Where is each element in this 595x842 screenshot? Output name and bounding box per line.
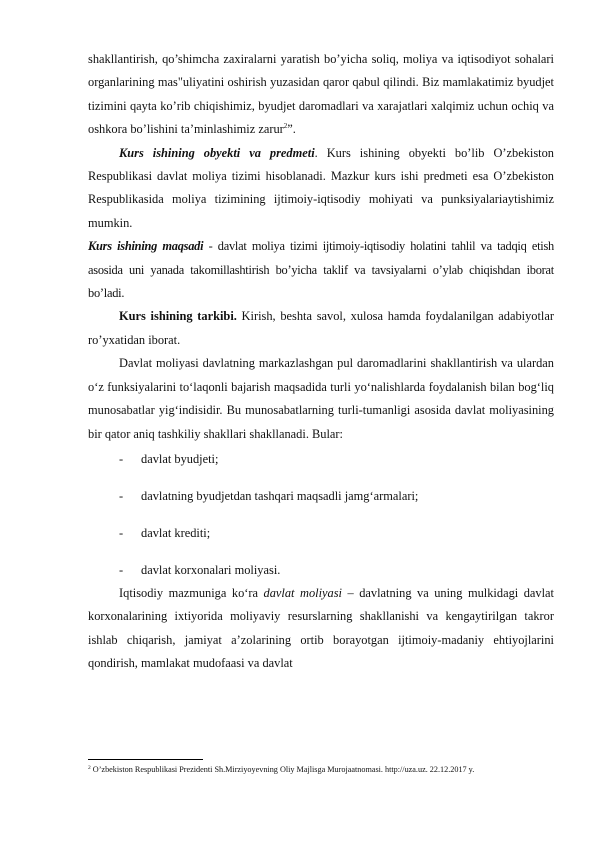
heading-structure: Kurs ishining tarkibi. — [119, 309, 237, 324]
footnote-divider — [88, 759, 203, 760]
dash-bullet: - — [119, 562, 124, 577]
list-item — [88, 559, 554, 582]
term-state-finance: davlat moliyasi — [263, 586, 342, 601]
dash-bullet: - — [119, 525, 124, 540]
footnote-reference: 2 — [283, 122, 288, 131]
list-item — [88, 485, 554, 508]
list-item — [88, 448, 554, 471]
list-item-text: davlat korxonalari moliyasi. — [141, 562, 281, 577]
paragraph-intro-text: shakllantirish, qo’shimcha zaxiralarni yaratish bo’yicha soliq, moliya va iqtisodiyot sohalari organlarining mas"uliyatini oshirish yuzasidan qaror qabul qilindi. Biz mamlakatimiz byudjet tizimini qayta ko’rib chiqishimiz, byudjet daromadlari va xarajatlari xalqimiz uchun ochiq va oshkora bo’lishini ta’minlashimiz zarur — [88, 52, 554, 137]
economic-content-text: – davlatning va uning mulkidagi davlat korxonalarining ixtiyorida moliyaviy resurslarning shakllanishi va kengaytirilgan takror ishlab chiqarish, jamiyat a’zolarining ortib borayotgan ijtimoiy-madaniy ehtiyojlarini qondirish, mamlakat mudofaasi va davlat — [88, 586, 554, 671]
body-text — [88, 48, 554, 676]
dash-bullet: - — [119, 451, 124, 466]
footnote-text: O’zbekiston Respublikasi Prezidenti Sh.Mirziyoyevning Oliy Majlisga Murojaatnomasi. http://uza.uz. 22.12.2017 y. — [90, 765, 475, 774]
dash-bullet: - — [119, 488, 124, 503]
footnote-number: 2 — [88, 765, 91, 771]
paragraph-intro-end: ”. — [287, 122, 296, 137]
paragraph-state-finance: Davlat moliyasi davlatning markazlashgan pul daromadlarini shakllantirish va ulardan o‘z funksiyalarini to‘laqonli bajarish maqsadida turli yo‘nalishlarda foydalanish bilan bog‘liq munosabatlar yig‘indisidir. Bu munosabatlarning turli-tumanligi asosida davlat moliyasining bir qator aniq tashkiliy shakllari shakllanadi. Bular: — [88, 356, 554, 441]
forms-list — [88, 448, 554, 582]
goal-text: - davlat moliya tizimi ijtimoiy-iqtisodiy holatini tahlil va tadqiq etish asosida uni yanada takomillashtirish bo’yicha taklif va tavsiyalarni o’ylab chiqishdan iborat bo’ladi. — [88, 239, 555, 301]
list-item-text: davlatning byudjetdan tashqari maqsadli jamg‘armalari; — [141, 488, 419, 503]
paragraph-intro — [88, 48, 554, 142]
heading-object-subject: Kurs ishining obyekti va predmeti — [119, 145, 315, 160]
paragraph-structure — [88, 305, 554, 352]
paragraph-goal — [88, 235, 554, 305]
list-item — [88, 522, 554, 545]
list-item-text: davlat byudjeti; — [141, 451, 219, 466]
paragraph-object-subject — [88, 142, 554, 236]
economic-content-lead: Iqtisodiy mazmuniga ko‘ra — [119, 586, 264, 601]
heading-goal: Kurs ishining maqsadi — [88, 239, 204, 254]
object-subject-text: . Kurs ishining obyekti bo’lib O’zbekiston Respublikasi davlat moliya tizimi hisoblanadi. Mazkur kurs ishi predmeti esa O’zbekiston Respublikasida moliya tizimining ijtimoiy-iqtisodiy mohiyati va punksiyalariaytishimiz mumkin. — [88, 145, 555, 230]
list-item-text: davlat krediti; — [141, 525, 211, 540]
footnote — [88, 764, 558, 776]
paragraph-economic-content — [88, 582, 554, 676]
structure-text: Kirish, beshta savol, xulosa hamda foydalanilgan adabiyotlar ro’yxatidan iborat. — [88, 309, 554, 347]
